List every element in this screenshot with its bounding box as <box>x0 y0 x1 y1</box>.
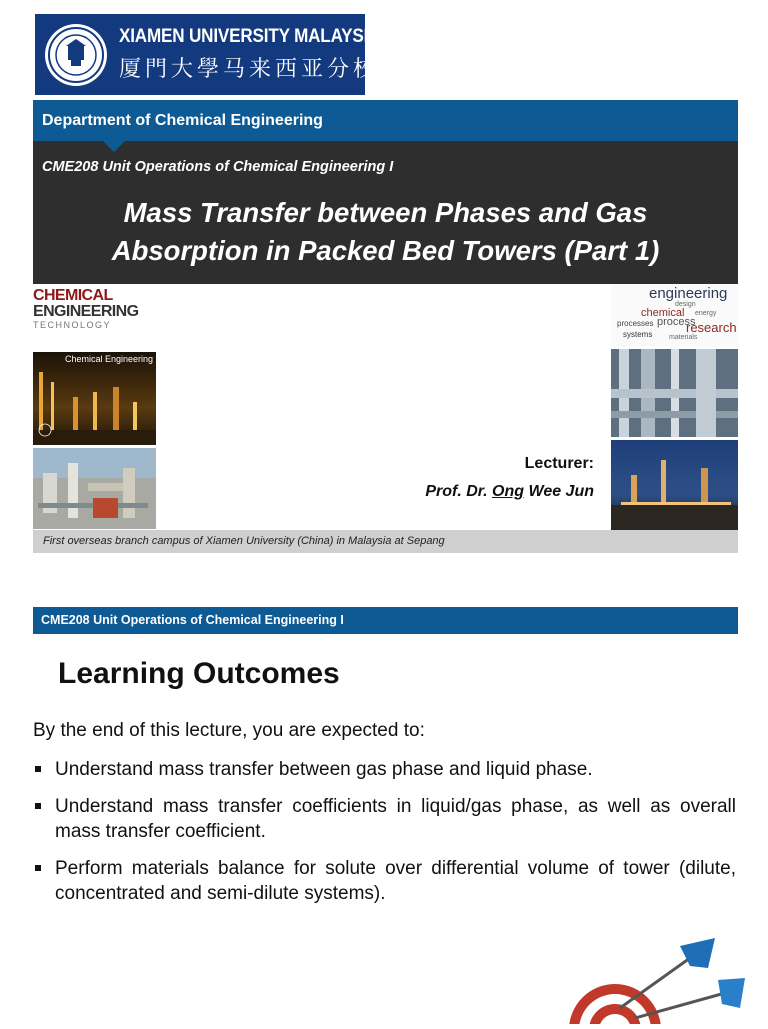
department-name: Department of Chemical Engineering <box>42 112 323 129</box>
wordcloud-word: chemical <box>641 307 685 319</box>
chemical-engineering-logo <box>33 288 161 348</box>
list-item: Understand mass transfer coefficients in liquid/gas phase, as well as overall mass transfer coefficient. <box>33 794 736 845</box>
lecturer-label: Lecturer: <box>524 455 594 472</box>
refinery-dusk-photo <box>611 440 738 530</box>
university-seal-icon <box>45 24 107 86</box>
university-name-en: XIAMEN UNIVERSITY MALAYSIA <box>119 26 381 47</box>
department-bar <box>33 100 738 141</box>
wordcloud-word: processes <box>617 319 654 328</box>
chem-logo-line3: TECHNOLOGY <box>33 320 112 330</box>
wordcloud-word: energy <box>695 310 717 317</box>
lecture-title <box>33 194 738 270</box>
course-code: CME208 Unit Operations of Chemical Engineering I <box>42 159 394 175</box>
lecture-title-line1: Mass Transfer between Phases and Gas <box>123 197 648 228</box>
campus-footer-text: First overseas branch campus of Xiamen University (China) in Malaysia at Sepang <box>43 535 445 547</box>
campus-footer <box>33 530 738 553</box>
pipes-photo <box>611 349 738 437</box>
slide2-course: CME208 Unit Operations of Chemical Engineering I <box>41 613 344 627</box>
lecturer-name <box>425 483 594 501</box>
intro-text: By the end of this lecture, you are expected to: <box>33 720 425 741</box>
slide2-title: Learning Outcomes <box>58 657 340 690</box>
lecturer-title: Prof. Dr. <box>425 483 488 500</box>
wordcloud-word: design <box>675 301 696 308</box>
word-cloud <box>611 284 738 347</box>
plant-night-photo <box>33 352 156 445</box>
chem-logo-line2: ENGINEERING <box>33 303 139 320</box>
photo-caption: Chemical Engineering <box>65 354 154 364</box>
university-name-cn: 厦門大學马来西亚分校 <box>119 56 380 81</box>
wordcloud-word: process <box>657 316 696 328</box>
lecturer-given-name: Wee Jun <box>528 483 594 500</box>
list-item: Understand mass transfer between gas phase and liquid phase. <box>33 757 736 783</box>
learning-outcomes-list <box>33 757 736 918</box>
wordcloud-word: materials <box>669 334 698 341</box>
plant-day-photo <box>33 448 156 529</box>
wordcloud-word: engineering <box>649 285 728 302</box>
target-darts-icon <box>540 938 750 1024</box>
chem-logo-line1: CHEMICAL <box>33 287 113 304</box>
slide2-header <box>33 607 738 634</box>
title-box <box>33 141 738 284</box>
department-bar-pointer <box>103 141 125 152</box>
lecture-title-line2: Absorption in Packed Bed Towers (Part 1) <box>111 235 660 266</box>
wordcloud-word: systems <box>623 330 653 339</box>
wordcloud-word: research <box>686 320 737 335</box>
university-logo <box>35 14 381 95</box>
list-item: Perform materials balance for solute over differential volume of tower (dilute, concentrated and semi-dilute systems). <box>33 856 736 907</box>
lecturer-surname: Ong <box>492 483 525 500</box>
